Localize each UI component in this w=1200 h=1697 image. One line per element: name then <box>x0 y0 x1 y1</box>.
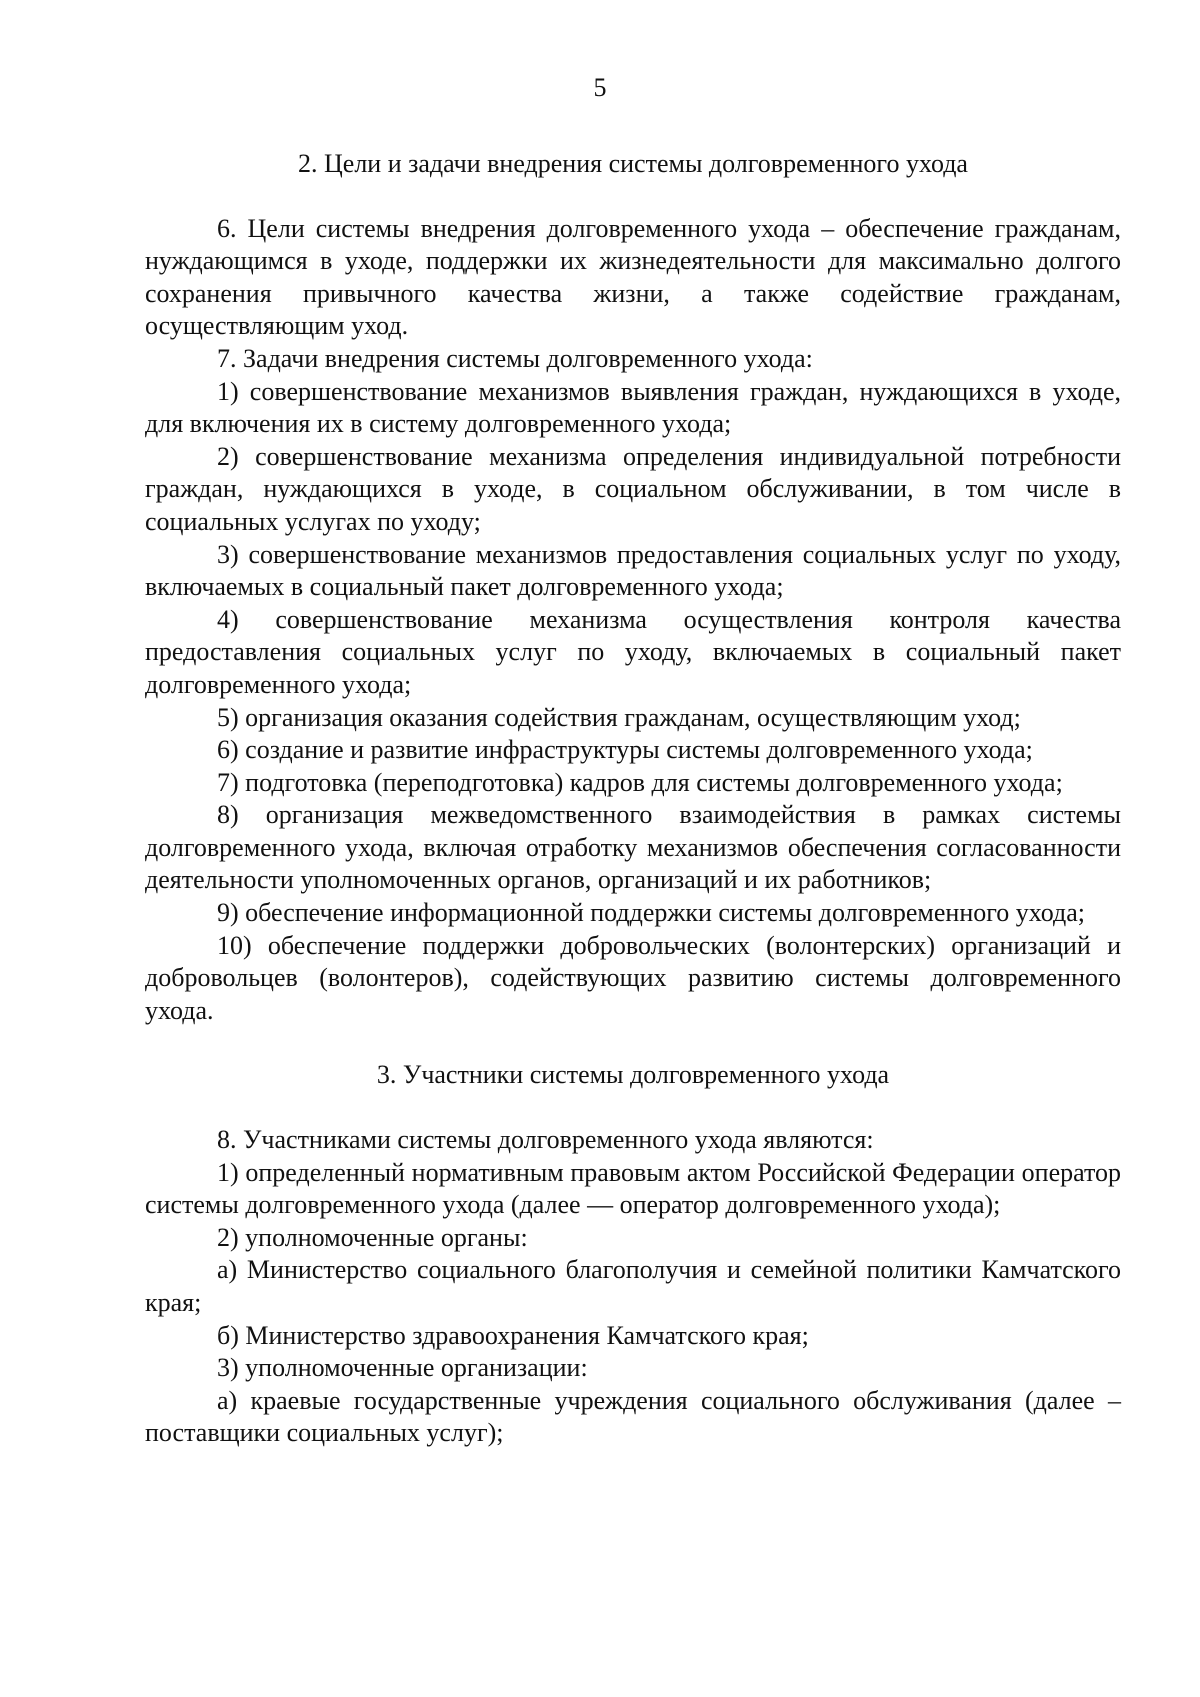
list-item: 3) совершенствование механизмов предоставления социальных услуг по уходу, включаемых в социальный пакет долговременного ухода; <box>145 539 1121 602</box>
list-item: 10) обеспечение поддержки добровольческих (волонтерских) организаций и добровольцев (волонтеров), содействующих развитию системы долговременного ухода. <box>145 930 1121 1025</box>
list-item: 2) уполномоченные органы: <box>217 1222 528 1252</box>
list-item: 2) совершенствование механизма определения индивидуальной потребности граждан, нуждающихся в уходе, в социальном обслуживании, в том числе в социальных услугах по уходу; <box>145 441 1121 536</box>
document-body <box>145 148 1121 1450</box>
list-item: 5) организация оказания содействия гражданам, осуществляющим уход; <box>217 702 1021 732</box>
list-item: б) Министерство здравоохранения Камчатского края; <box>217 1320 809 1350</box>
paragraph: 8. Участниками системы долговременного ухода являются: <box>217 1125 874 1155</box>
section-3-heading: 3. Участники системы долговременного ухода <box>376 1060 890 1090</box>
list-item: 4) совершенствование механизма осуществления контроля качества предоставления социальных услуг по уходу, включаемых в социальный пакет долговременного ухода; <box>145 604 1121 699</box>
list-item: 9) обеспечение информационной поддержки системы долговременного ухода; <box>217 898 1086 928</box>
list-item: 1) определенный нормативным правовым актом Российской Федерации оператор системы долговременного ухода (далее — оператор долговременного ухода); <box>145 1157 1121 1220</box>
list-item: 8) организация межведомственного взаимодействия в рамках системы долговременного ухода, включая отработку механизмов обеспечения согласованности деятельности уполномоченных органов, организаций и их работников; <box>145 800 1121 895</box>
list-item: 6) создание и развитие инфраструктуры системы долговременного ухода; <box>217 735 1033 765</box>
paragraph: 6. Цели системы внедрения долговременного ухода – обеспечение гражданам, нуждающимся в уходе, поддержки их жизнедеятельности для максимально долгого сохранения привычного качества жизни, а также содействие гражданам, осуществляющим уход. <box>145 213 1121 341</box>
list-item: а) Министерство социального благополучия и семейной политики Камчатского края; <box>145 1255 1121 1317</box>
list-item: 3) уполномоченные организации: <box>217 1353 588 1383</box>
list-item: 1) совершенствование механизмов выявления граждан, нуждающихся в уходе, для включения их в систему долговременного ухода; <box>145 376 1121 439</box>
list-item: 7) подготовка (переподготовка) кадров для системы долговременного ухода; <box>217 767 1063 797</box>
page-number: 5 <box>593 73 607 102</box>
list-item: а) краевые государственные учреждения социального обслуживания (далее – поставщики социальных услуг); <box>145 1385 1121 1448</box>
section-2-heading: 2. Цели и задачи внедрения системы долговременного ухода <box>298 149 968 178</box>
paragraph: 7. Задачи внедрения системы долговременного ухода: <box>217 343 813 373</box>
